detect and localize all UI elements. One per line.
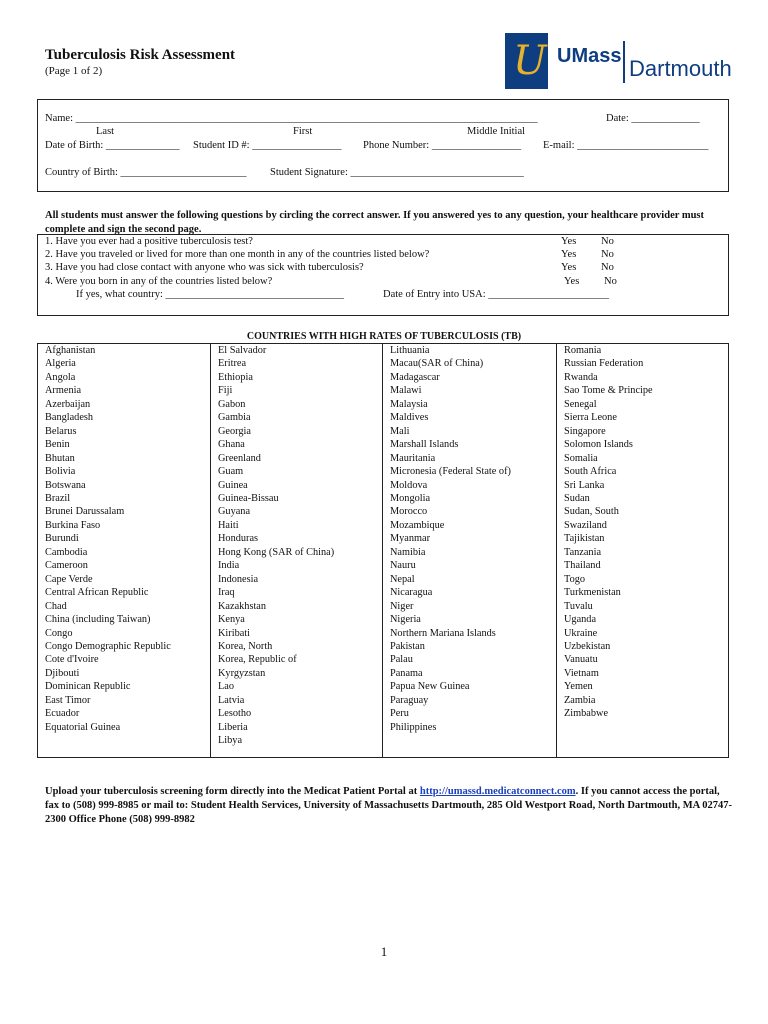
question-4: 4. Were you born in any of the countries listed below? (45, 276, 273, 287)
country-item: Namibia (390, 546, 426, 558)
country-item: Guinea-Bissau (218, 492, 279, 504)
country-item: Dominican Republic (45, 681, 131, 693)
country-item: Mali (390, 425, 410, 437)
country-item: Somalia (564, 452, 598, 464)
country-item: Mozambique (390, 519, 445, 531)
country-item: Solomon Islands (564, 439, 633, 451)
country-item: Peru (390, 708, 409, 720)
country-item: Sudan (564, 492, 590, 504)
country-item: Guinea (218, 479, 248, 491)
country-item: Thailand (564, 560, 601, 572)
email-field[interactable]: E-mail: _________________________ (543, 140, 709, 151)
country-item: Tuvalu (564, 600, 593, 612)
country-item: Libya (218, 735, 243, 747)
student-signature-field[interactable]: Student Signature: _________________________________ (270, 167, 524, 178)
country-item: Brunei Darussalam (45, 506, 125, 518)
question-2: 2. Have you traveled or lived for more than one month in any of the countries listed below? (45, 249, 430, 260)
country-item: El Salvador (218, 345, 267, 356)
country-item: Chad (45, 600, 67, 612)
country-item: Ethiopia (218, 371, 253, 383)
country-item: Micronesia (Federal State of) (390, 466, 511, 478)
country-item: Moldova (390, 479, 428, 491)
footer-text-part2: . If you cannot access the portal, fax to (508) 999-8985 or mail to: Student Health Services, University of Massachusetts Dartmouth, 285 Old Westport Road, North Dartmouth, MA 02747-2300 Office Phone (508) 999-8982 (45, 786, 733, 825)
country-item: Sri Lanka (564, 479, 605, 491)
questions-box (37, 234, 729, 316)
country-item: Ghana (218, 439, 245, 451)
country-item: Ukraine (564, 627, 598, 639)
countries-table (37, 343, 729, 758)
country-item: Congo (45, 627, 73, 639)
country-item: Gambia (218, 412, 251, 424)
countries-column-3 (382, 344, 556, 757)
country-item: Haiti (218, 519, 239, 531)
country-item: Northern Mariana Islands (390, 627, 496, 639)
country-item: Swaziland (564, 519, 607, 531)
country-item: Sao Tome & Principe (564, 385, 653, 397)
country-item: Pakistan (390, 640, 425, 652)
submission-instructions (45, 785, 735, 827)
question-3-yes[interactable]: Yes (561, 262, 577, 273)
logo-umass-text: UMass (557, 45, 622, 67)
country-item: Singapore (564, 425, 606, 437)
student-info-box (37, 99, 729, 192)
question-2-no[interactable]: No (601, 249, 614, 260)
country-of-birth-field[interactable]: Country of Birth: ________________________ (45, 167, 247, 178)
country-item: Nicaragua (390, 587, 433, 599)
country-item: Gabon (218, 398, 246, 410)
country-item: Equatorial Guinea (45, 721, 121, 733)
instructions-text: All students must answer the following questions by circling the correct answer. If you answered yes to any question, your healthcare provider must complete and sign the second page. (45, 210, 704, 235)
question-4-no[interactable]: No (604, 276, 617, 287)
dob-field[interactable]: Date of Birth: ______________ (45, 140, 180, 151)
country-item: Eritrea (218, 358, 247, 370)
phone-field[interactable]: Phone Number: _________________ (363, 140, 522, 151)
country-item: Morocco (390, 506, 428, 518)
name-field[interactable]: Name: ________________________________________________________________________________________ (45, 113, 538, 124)
document-title: Tuberculosis Risk Assessment (45, 47, 236, 63)
country-item: China (including Taiwan) (45, 614, 151, 626)
country-item: Korea, North (218, 640, 273, 652)
first-name-label: First (293, 126, 313, 137)
country-item: Lao (218, 681, 235, 693)
country-item: Honduras (218, 533, 259, 545)
country-item: Kyrgyzstan (218, 667, 266, 679)
country-item: Sierra Leone (564, 412, 617, 424)
umass-dartmouth-logo (505, 33, 732, 91)
country-item: Niger (390, 600, 414, 612)
last-name-label: Last (96, 126, 115, 137)
country-item: Azerbaijan (45, 398, 91, 410)
country-item: Guam (218, 466, 244, 478)
country-item: Vanuatu (564, 654, 598, 666)
page-number: 1 (380, 944, 388, 959)
country-item: Madagascar (390, 371, 440, 383)
country-item: South Africa (564, 466, 617, 478)
country-item: Tanzania (564, 546, 602, 558)
countries-table-title: COUNTRIES WITH HIGH RATES OF TUBERCULOSIS (TB) (246, 331, 522, 342)
question-4-yes[interactable]: Yes (564, 276, 580, 287)
date-field[interactable]: Date: _____________ (606, 113, 700, 124)
country-item: Iraq (218, 587, 235, 599)
country-item: Brazil (45, 492, 71, 504)
country-item: Liberia (218, 721, 248, 733)
country-item: Romania (564, 345, 602, 356)
country-item: Cameroon (45, 560, 88, 572)
country-item: Belarus (45, 425, 77, 437)
country-item: Cambodia (45, 546, 88, 558)
country-item: Botswana (45, 479, 86, 491)
country-item: Malawi (390, 385, 422, 397)
countries-column-1 (38, 344, 210, 757)
country-item: Nepal (390, 573, 415, 585)
country-item: Central African Republic (45, 587, 149, 599)
country-item: Guyana (218, 506, 251, 518)
country-item: Cote d'Ivoire (45, 654, 99, 666)
country-item: India (218, 560, 240, 572)
country-item: Nauru (390, 560, 416, 572)
country-item: Kenya (218, 614, 245, 626)
logo-mark-icon: U (505, 33, 548, 89)
country-item: Kiribati (218, 627, 251, 639)
country-item: East Timor (45, 694, 91, 706)
if-yes-country-field[interactable]: If yes, what country: __________________________________ (76, 289, 345, 300)
country-item: Panama (390, 667, 423, 679)
country-item: Rwanda (564, 371, 598, 383)
country-item: Uzbekistan (564, 640, 611, 652)
country-item: Armenia (45, 385, 82, 397)
country-item: Togo (564, 573, 586, 585)
question-3: 3. Have you had close contact with anyone who was sick with tuberculosis? (45, 262, 364, 273)
country-item: Paraguay (390, 694, 429, 706)
country-item: Palau (390, 654, 413, 666)
country-item: Nigeria (390, 614, 421, 626)
country-item: Russian Federation (564, 358, 644, 370)
country-item: Mongolia (390, 492, 431, 504)
country-item: Greenland (218, 452, 261, 464)
logo-divider (623, 41, 625, 83)
question-2-yes[interactable]: Yes (561, 249, 577, 260)
student-id-field[interactable]: Student ID #: _________________ (193, 140, 342, 151)
country-item: Burundi (45, 533, 79, 545)
country-item: Maldives (390, 412, 429, 424)
country-item: Philippines (390, 721, 437, 733)
country-item: Myanmar (390, 533, 431, 545)
country-item: Bangladesh (45, 412, 94, 424)
country-item: Vietnam (564, 667, 599, 679)
country-item: Congo Demographic Republic (45, 640, 171, 652)
country-item: Afghanistan (45, 345, 96, 356)
country-item: Sudan, South (564, 506, 619, 518)
country-item: Georgia (218, 425, 251, 437)
country-item: Kazakhstan (218, 600, 267, 612)
date-of-entry-field[interactable]: Date of Entry into USA: _______________________ (383, 289, 610, 300)
question-1-yes[interactable]: Yes (561, 236, 577, 247)
country-item: Yemen (564, 681, 593, 693)
country-item: Ecuador (45, 708, 80, 720)
country-item: Mauritania (390, 452, 436, 464)
question-1: 1. Have you ever had a positive tuberculosis test? (45, 236, 253, 247)
country-item: Indonesia (218, 573, 259, 585)
country-item: Algeria (45, 358, 76, 370)
medicat-portal-link[interactable]: http://umassd.medicatconnect.com (419, 786, 576, 797)
country-item: Korea, Republic of (218, 654, 297, 666)
footer-text-part1: Upload your tuberculosis screening form directly into the Medicat Patient Portal at (45, 786, 420, 797)
country-item: Latvia (218, 694, 245, 706)
countries-column-4 (556, 344, 728, 757)
question-1-no[interactable]: No (601, 236, 614, 247)
countries-column-2 (210, 344, 382, 757)
country-item: Fiji (218, 385, 233, 397)
country-item: Papua New Guinea (390, 681, 470, 693)
page-indicator: (Page 1 of 2) (45, 65, 103, 77)
country-item: Bhutan (45, 452, 75, 464)
logo-dartmouth-text: Dartmouth (629, 56, 732, 81)
country-item: Lesotho (218, 708, 252, 720)
country-item: Djibouti (45, 667, 80, 679)
country-item: Cape Verde (45, 573, 93, 585)
country-item: Zambia (564, 694, 596, 706)
country-item: Tajikistan (564, 533, 605, 545)
country-item: Bolivia (45, 466, 76, 478)
country-item: Uganda (564, 614, 597, 626)
middle-initial-label: Middle Initial (467, 126, 526, 137)
country-item: Malaysia (390, 398, 428, 410)
country-item: Zimbabwe (564, 708, 609, 720)
country-item: Benin (45, 439, 70, 451)
country-item: Macau(SAR of China) (390, 358, 484, 370)
country-item: Turkmenistan (564, 587, 621, 599)
country-item: Lithuania (390, 345, 430, 356)
country-item: Hong Kong (SAR of China) (218, 546, 335, 558)
country-item: Marshall Islands (390, 439, 459, 451)
country-item: Senegal (564, 398, 597, 410)
country-item: Angola (45, 371, 76, 383)
question-3-no[interactable]: No (601, 262, 614, 273)
country-item: Burkina Faso (45, 519, 101, 531)
